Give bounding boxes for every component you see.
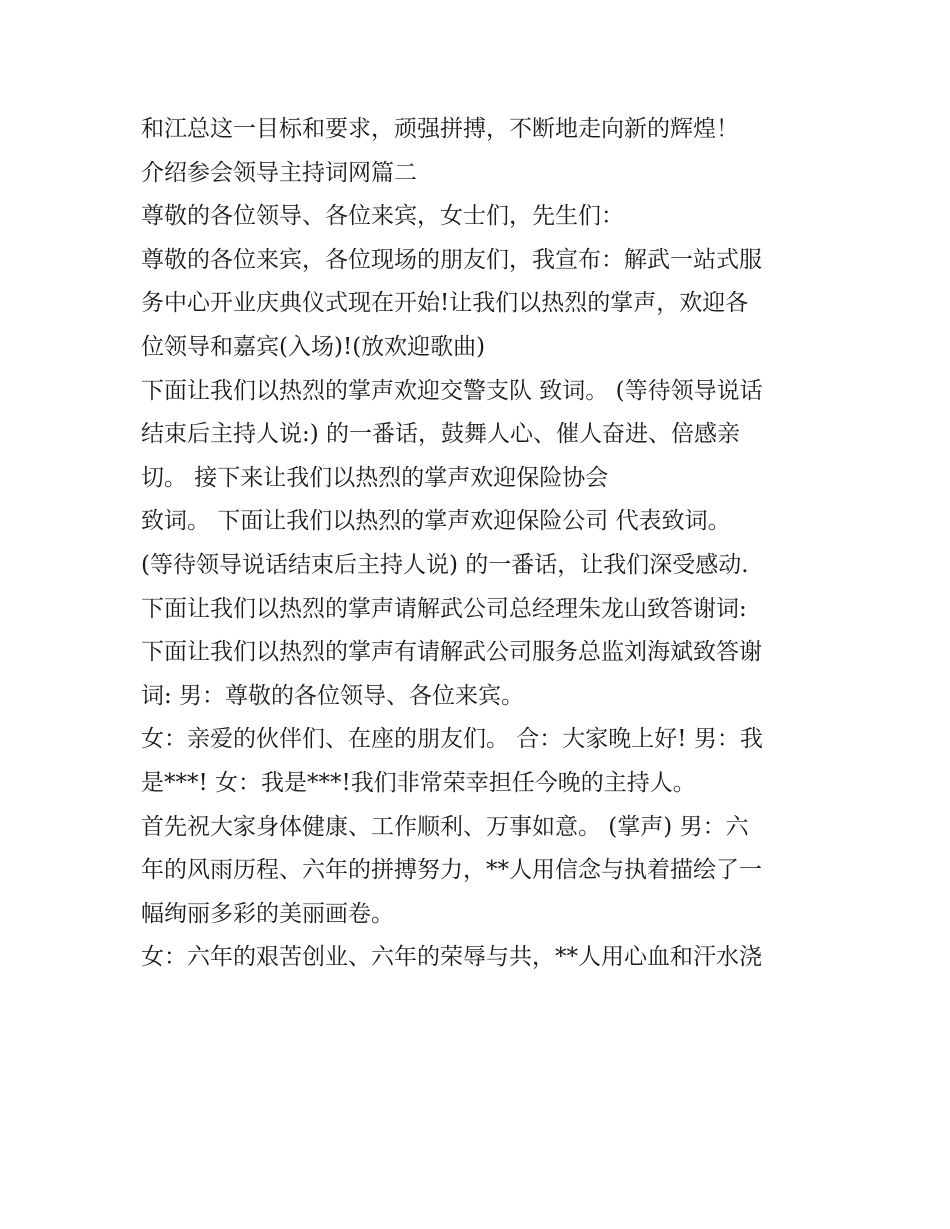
- section-heading: 介绍参会领导主持词网篇二: [141, 159, 417, 186]
- text-line: 首先祝大家身体健康、工作顺利、万事如意。 (掌声) 男：六: [141, 813, 749, 840]
- text-line: 致词。 下面让我们以热烈的掌声欢迎保险公司 代表致词。: [141, 508, 731, 535]
- text-line: 务中心开业庆典仪式现在开始!让我们以热烈的掌声，欢迎各: [141, 290, 749, 317]
- text-line: 女：六年的艰苦创业、六年的荣辱与共，**人用心血和汗水浇: [141, 944, 762, 971]
- text-line: 是***! 女：我是***!我们非常荣幸担任今晚的主持人。: [141, 769, 696, 796]
- text-line: 和江总这一目标和要求，顽强拼搏，不断地走向新的辉煌！: [141, 116, 739, 142]
- text-line: 下面让我们以热烈的掌声请解武公司总经理朱龙山致答谢词:: [141, 595, 747, 622]
- text-line: 尊敬的各位领导、各位来宾，女士们，先生们：: [141, 203, 624, 230]
- text-line: 女：亲爱的伙伴们、在座的朋友们。 合：大家晚上好! 男：我: [141, 726, 763, 753]
- text-line: 年的风雨历程、六年的拼搏努力，**人用信念与执着描绘了一: [141, 857, 762, 884]
- text-line: 下面让我们以热烈的掌声欢迎交警支队 致词。 (等待领导说话: [141, 377, 763, 404]
- document-body: [141, 108, 821, 980]
- text-line: 位领导和嘉宾(入场)!(放欢迎歌曲): [141, 333, 486, 360]
- text-line: 下面让我们以热烈的掌声有请解武公司服务总监刘海斌致答谢: [141, 639, 762, 666]
- text-line: 尊敬的各位来宾，各位现场的朋友们，我宣布：解武一站式服: [141, 246, 762, 273]
- text-line: 词: 男：尊敬的各位领导、各位来宾。: [141, 682, 525, 709]
- text-line: 结束后主持人说:) 的一番话，鼓舞人心、催人奋进、倍感亲: [141, 421, 741, 448]
- text-line: 幅绚丽多彩的美丽画卷。: [141, 900, 394, 927]
- text-line: (等待领导说话结束后主持人说) 的一番话，让我们深受感动.: [141, 551, 749, 578]
- text-line: 切。 接下来让我们以热烈的掌声欢迎保险协会: [141, 464, 609, 491]
